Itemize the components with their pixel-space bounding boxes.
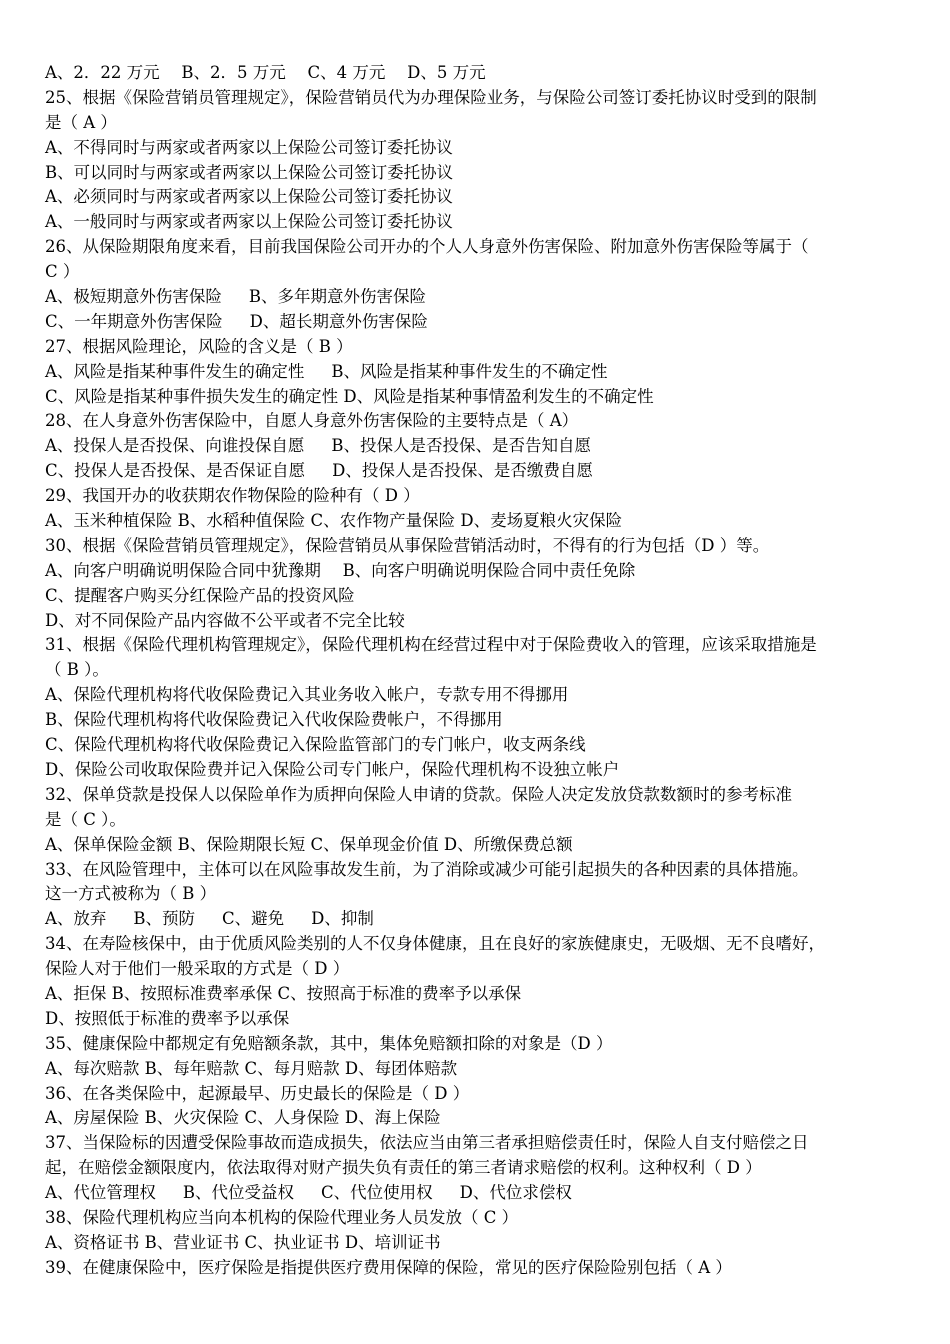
- option-line: A、代位管理权 B、代位受益权 C、代位使用权 D、代位求偿权: [45, 1183, 572, 1203]
- option-line: D、保险公司收取保险费并记入保险公司专门帐户，保险代理机构不设独立帐户: [45, 759, 620, 779]
- question-31-text: 31、根据《保险代理机构管理规定》，保险代理机构在经营过程中对于保险费收入的管理，应该采取措施是: [45, 635, 817, 655]
- question-34-answer: 保险人对于他们一般采取的方式是（ D ）: [45, 959, 350, 979]
- option-line: A、房屋保险 B、火灾保险 C、人身保险 D、海上保险: [45, 1108, 441, 1128]
- option-line: A、拒保 B、按照标准费率承保 C、按照高于标准的费率予以承保: [45, 983, 522, 1003]
- question-31-answer: （ B ）。: [45, 660, 109, 680]
- question-27-text: 27、根据风险理论，风险的含义是（ B ）: [45, 336, 353, 356]
- option-line: D、对不同保险产品内容做不公平或者不完全比较: [45, 610, 405, 630]
- option-line: A、不得同时与两家或者两家以上保险公司签订委托协议: [45, 137, 453, 157]
- question-28-text: 28、在人身意外伤害保险中，自愿人身意外伤害保险的主要特点是（ A）: [45, 411, 579, 431]
- question-25-text: 25、根据《保险营销员管理规定》，保险营销员代为办理保险业务，与保险公司签订委托协议时受到的限制: [45, 87, 817, 107]
- option-line: D、按照低于标准的费率予以承保: [45, 1008, 290, 1028]
- question-34-text: 34、在寿险核保中，由于优质风险类别的人不仅身体健康，且在良好的家族健康史，无吸烟、无不良嗜好，: [45, 934, 825, 954]
- question-35-text: 35、健康保险中都规定有免赔额条款，其中，集体免赔额扣除的对象是（D ）: [45, 1033, 613, 1053]
- option-line: C、保险代理机构将代收保险费记入保险监管部门的专门帐户，收支两条线: [45, 735, 586, 755]
- question-25-answer: 是（ A ）: [45, 112, 117, 132]
- option-line: C、一年期意外伤害保险 D、超长期意外伤害保险: [45, 311, 428, 331]
- option-line: A、玉米种植保险 B、水稻种值保险 C、农作物产量保险 D、麦场夏粮火灾保险: [45, 511, 623, 531]
- option-line: B、可以同时与两家或者两家以上保险公司签订委托协议: [45, 162, 454, 182]
- text-line: A、2．22 万元 B、2．5 万元 C、4 万元 D、5 万元: [45, 63, 486, 82]
- question-36-text: 36、在各类保险中，起源最早、历史最长的保险是（ D ）: [45, 1083, 470, 1103]
- option-line: A、投保人是否投保、向谁投保自愿 B、投保人是否投保、是否告知自愿: [45, 436, 592, 456]
- question-33-answer: 这一方式被称为（ B ）: [45, 884, 217, 904]
- option-line: C、投保人是否投保、是否保证自愿 D、投保人是否投保、是否缴费自愿: [45, 461, 593, 481]
- question-29-text: 29、我国开办的收获期农作物保险的险种有（ D ）: [45, 486, 420, 506]
- option-line: A、风险是指某种事件发生的确定性 B、风险是指某种事件发生的不确定性: [45, 361, 608, 381]
- question-26-text: 26、从保险期限角度来看，目前我国保险公司开办的个人人身意外伤害保险、附加意外伤害保险等属于（: [45, 237, 809, 257]
- question-33-text: 33、在风险管理中，主体可以在风险事故发生前，为了消除或减少可能引起损失的各种因素的具体措施。: [45, 859, 809, 879]
- option-line: A、每次赔款 B、每年赔款 C、每月赔款 D、每团体赔款: [45, 1058, 458, 1078]
- option-line: A、一般同时与两家或者两家以上保险公司签订委托协议: [45, 212, 453, 232]
- question-39-text: 39、在健康保险中，医疗保险是指提供医疗费用保障的保险，常见的医疗保险险别包括（ A ）: [45, 1257, 732, 1277]
- question-30-text: 30、根据《保险营销员管理规定》，保险营销员从事保险营销活动时，不得有的行为包括（D ）等。: [45, 535, 770, 555]
- option-line: C、风险是指某种事件损失发生的确定性 D、风险是指某种事情盈利发生的不确定性: [45, 386, 654, 406]
- option-line: A、放弃 B、预防 C、避免 D、抑制: [45, 909, 374, 929]
- question-37-text: 37、当保险标的因遭受保险事故而造成损失，依法应当由第三者承担赔偿责任时，保险人自支付赔偿之日: [45, 1133, 809, 1153]
- option-line: B、保险代理机构将代收保险费记入代收保险费帐户，不得挪用: [45, 710, 503, 730]
- question-32-text: 32、保单贷款是投保人以保险单作为质押向保险人申请的贷款。保险人决定发放贷款数额时的参考标准: [45, 784, 792, 804]
- option-line: A、极短期意外伤害保险 B、多年期意外伤害保险: [45, 287, 427, 307]
- option-line: C、提醒客户购买分红保险产品的投资风险: [45, 585, 355, 605]
- option-line: A、必须同时与两家或者两家以上保险公司签订委托协议: [45, 187, 453, 207]
- option-line: A、保险代理机构将代收保险费记入其业务收入帐户，专款专用不得挪用: [45, 685, 569, 705]
- question-37-answer: 起，在赔偿金额限度内，依法取得对财产损失负有责任的第三者请求赔偿的权利。这种权利（ D ）: [45, 1158, 762, 1178]
- question-26-answer: C ）: [45, 262, 80, 282]
- question-32-answer: 是（ C ）。: [45, 809, 126, 829]
- option-line: A、资格证书 B、营业证书 C、执业证书 D、培训证书: [45, 1232, 441, 1252]
- question-38-text: 38、保险代理机构应当向本机构的保险代理业务人员发放（ C ）: [45, 1207, 519, 1227]
- option-line: A、保单保险金额 B、保险期限长短 C、保单现金价值 D、所缴保费总额: [45, 834, 573, 854]
- option-line: A、向客户明确说明保险合同中犹豫期 B、向客户明确说明保险合同中责任免除: [45, 560, 636, 580]
